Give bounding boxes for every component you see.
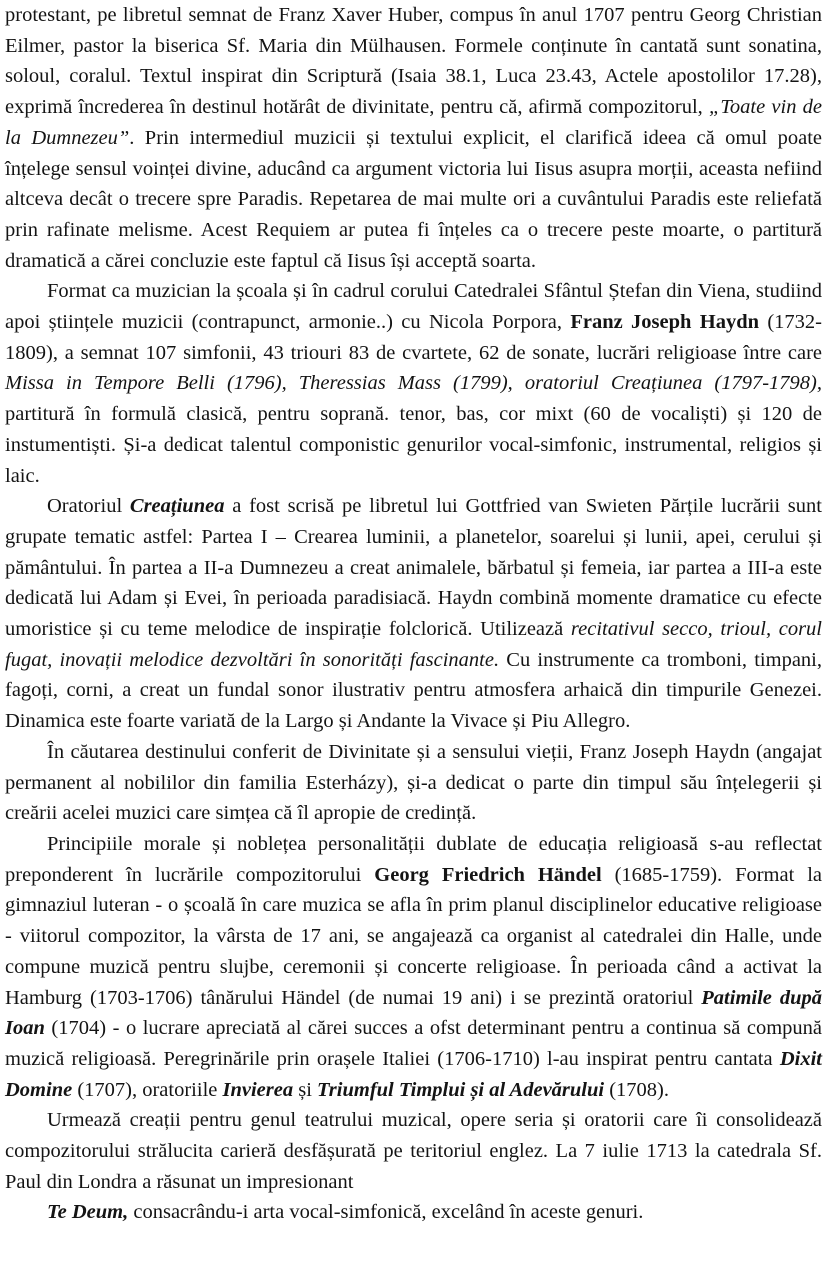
body-text: Oratoriul xyxy=(47,495,130,518)
paragraph-4 xyxy=(5,737,822,829)
emphasis-text: „Toate vin de la Dumnezeu” xyxy=(5,96,822,149)
emphasis-text: recitativul secco, trioul, corul fugat, inovații melodice dezvoltări în sonorități fascinante. xyxy=(5,618,823,671)
emphasis-text: Franz Joseph Haydn xyxy=(570,311,759,334)
paragraph-1 xyxy=(5,0,822,276)
body-text: (1704) - o lucrare apreciată al cărei succes a ofst determinant pentru a continua să compună muzică religioasă. Peregrinările prin orașele Italiei (1706-1710) l-au inspirat pentru cantata xyxy=(5,1017,822,1070)
paragraph-3 xyxy=(5,491,822,737)
body-text: și xyxy=(293,1078,318,1101)
body-text: (1707), oratoriile xyxy=(72,1078,223,1101)
body-text: Principiile morale și noblețea personalității dublate de educația religioasă s-au reflectat preponderent în lucrările compozitorului xyxy=(5,832,822,886)
body-text: a fost scrisă pe libretul lui Gottfried van Swieten Părțile lucrării sunt grupate tematic astfel: Partea I – Crearea luminii, a planetelor, soarelui și lunii, apei, cerului și pământului. În partea a II-a Dumnezeu a creat animalele, bărbatul și femeia, iar partea a III-a este dedicată lui Adam și Evei, în perioada paradisiacă. Haydn combină momente dramatice cu efecte umoristice și cu teme melodice de inspirație folclorică. Utilizează xyxy=(5,495,822,641)
paragraph-7 xyxy=(5,1197,822,1228)
emphasis-text: Dixit Domine xyxy=(5,1047,822,1101)
body-text: Cu instrumente ca tromboni, timpani, fagoți, corni, a creat un fundal sonor ilustrativ pentru atmosfera arhaică din timpurile Genezei. Dinamica este foarte variată de la Largo și Andante la Vivace și Piu Allegro. xyxy=(5,648,822,733)
body-text: protestant, pe libretul semnat de Franz Xaver Huber, compus în anul 1707 pentru Georg Christian Eilmer, pastor la biserica Sf. Maria din Mülhausen. Formele conținute în cantată sunt sonatina, soloul, coralul. Textul inspirat din Scriptură (Isaia 38.1, Luca 23.43, Actele apostolilor 17.28), exprimă încrederea în destinul hotărât de divinitate, pentru că, afirmă compozitorul, xyxy=(5,4,822,119)
body-text: (1732-1809), a semnat 107 simfonii, 43 triouri 83 de cvartete, 62 de sonate, lucrări religioase între care xyxy=(5,311,822,364)
paragraph-2 xyxy=(5,276,822,491)
emphasis-text: Patimile după Ioan xyxy=(5,986,822,1040)
body-text: (1685-1759). Format la gimnaziul luteran - o școală în care muzica se afla în prim planul disciplinelor educative religioase - viitorul compozitor, la vârsta de 17 ani, se angajează ca organist al catedralei din Halle, unde compune muzică pentru slujbe, ceremonii și concerte religioase. În perioada când a activat la Hamburg (1703-1706) tânărului Händel (de numai 19 ani) i se prezintă oratoriul xyxy=(5,863,823,1009)
body-text: În căutarea destinului conferit de Divinitate și a sensului vieții, Franz Joseph Haydn (angajat permanent al nobililor din familia Esterházy), și-a dedicat o parte din timpul său înțelegerii și creării acelei muzici care simțea că îl apropie de credință. xyxy=(5,740,822,825)
emphasis-text: Creațiunea xyxy=(129,495,225,518)
paragraph-6 xyxy=(5,1105,822,1197)
emphasis-text: Triumful Timplui și al Adevărului xyxy=(317,1078,605,1101)
emphasis-text: Missa in Tempore Belli (1796), Theressias Mass (1799), oratoriul Creațiunea (1797-1798), xyxy=(5,372,822,395)
body-text: . Prin intermediul muzicii și textului explicit, el clarifică ideea că omul poate înțelege sensul voinței divine, aducând ca argument victoria lui Iisus asupra morții, aceasta nefiind altceva decât o trecere spre Paradis. Repetarea de mai multe ori a cuvântului Paradis este reliefată prin rafinate melisme. Acest Requiem ar putea fi înțeles ca o trecere peste moarte, o partitură dramatică a cărei concluzie este faptul că Iisus își acceptă soarta. xyxy=(5,126,822,272)
body-text: Urmează creații pentru genul teatrului muzical, opere seria și oratorii care îi consolidează compozitorului strălucita carieră desfășurată pe teritoriul englez. La 7 iulie 1713 la catedrala Sf. Paul din Londra a răsunat un impresionant xyxy=(5,1109,822,1193)
body-text: (1708). xyxy=(604,1078,670,1101)
body-text: partitură în formulă clasică, pentru soprană. tenor, bas, cor mixt (60 de vocaliști) și 120 de instumentiști. Și-a dedicat talentul componistic genurilor vocal-simfonic, instrumental, religios și laic. xyxy=(5,403,822,487)
body-text: Format ca muzician la școala și în cadrul corului Catedralei Sfântul Ștefan din Viena, studiind apoi științele muzicii (contrapunct, armonie..) cu Nicola Porpora, xyxy=(5,280,822,334)
emphasis-text: Te Deum, xyxy=(47,1201,129,1224)
emphasis-text: Invierea xyxy=(222,1078,294,1101)
emphasis-text: Georg Friedrich Händel xyxy=(374,863,602,886)
paragraph-5 xyxy=(5,829,822,1105)
body-text: consacrându-i arta vocal-simfonică, excelând în aceste genuri. xyxy=(128,1201,644,1224)
